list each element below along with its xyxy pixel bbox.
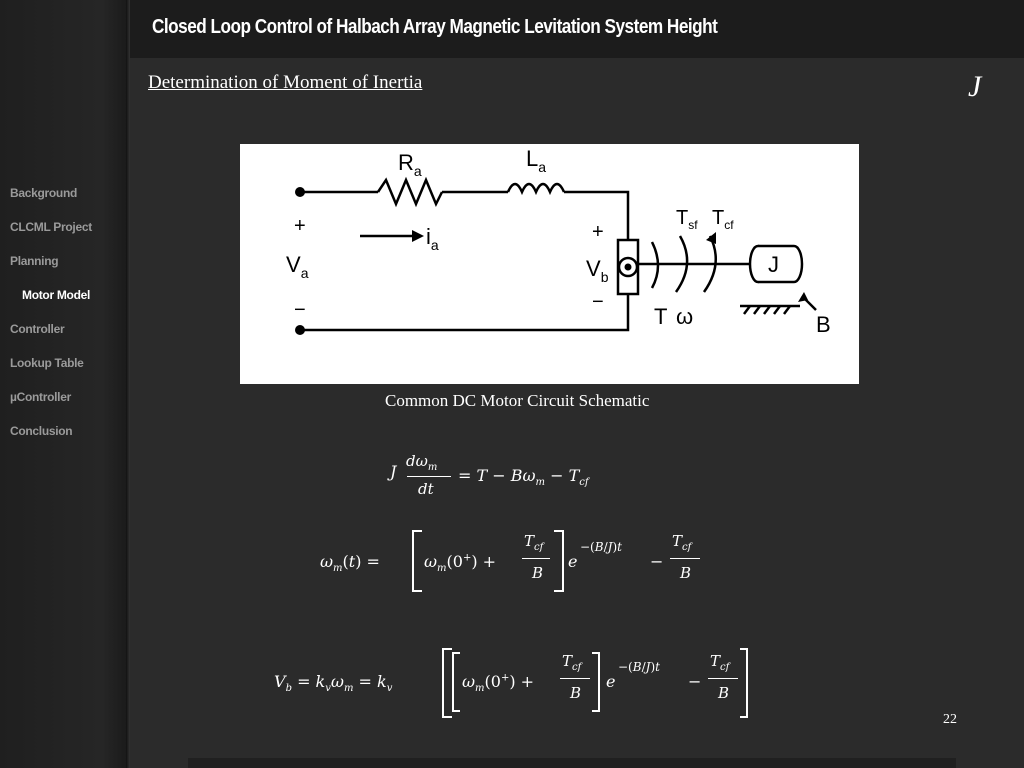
- source-voltage-label: $V_a$: [286, 252, 309, 281]
- inertia-symbol: J: [968, 70, 982, 103]
- nav-item-conclusion[interactable]: Conclusion: [10, 424, 73, 438]
- nav-item-microcontroller[interactable]: µController: [10, 390, 71, 404]
- back-emf-minus: −: [592, 291, 604, 313]
- torque-cf-label: $T_{cf}$: [712, 207, 734, 232]
- torque-label: T: [654, 304, 668, 329]
- current-arrowhead: [412, 230, 424, 242]
- inductor-symbol: [508, 184, 564, 192]
- inductor-label: $L_a$: [526, 146, 547, 175]
- bottom-bar: [188, 758, 956, 768]
- torque-arrowhead: [706, 232, 716, 244]
- source-minus: −: [294, 299, 306, 321]
- resistor-symbol: [378, 180, 442, 204]
- sidebar-edge: [126, 0, 130, 768]
- nav-item-motor-model[interactable]: Motor Model: [22, 288, 91, 302]
- nav-item-controller[interactable]: Controller: [10, 322, 65, 336]
- schematic-caption: Common DC Motor Circuit Schematic: [385, 391, 650, 410]
- inertia-label: J: [768, 252, 779, 277]
- slide-title: Closed Loop Control of Halbach Array Magnetic Levitation System Height: [152, 16, 718, 38]
- back-emf-label: $V_b$: [586, 256, 609, 285]
- current-label: $i_a$: [426, 224, 439, 253]
- nav-item-clcml-project[interactable]: CLCML Project: [10, 220, 92, 234]
- torque-sf-label: $T_{sf}$: [676, 207, 698, 232]
- back-emf-plus: +: [592, 221, 604, 243]
- nav-item-background[interactable]: Background: [10, 186, 78, 200]
- bottom-wire: [300, 292, 628, 330]
- load-cylinder-body: [758, 246, 802, 282]
- friction-label: B: [816, 312, 831, 337]
- nav-item-lookup-table[interactable]: Lookup Table: [10, 356, 84, 370]
- sidebar: [0, 0, 128, 768]
- page-number: 22: [943, 712, 957, 727]
- speed-label: ω: [676, 304, 694, 329]
- terminal-top: [295, 187, 305, 197]
- terminal-bottom: [295, 325, 305, 335]
- source-plus: +: [294, 215, 306, 237]
- schematic-diagram: [240, 144, 859, 384]
- resistor-label: $R_a$: [398, 150, 422, 179]
- slide-subtitle: Determination of Moment of Inertia: [148, 72, 423, 93]
- dc-motor-schematic: [240, 144, 859, 384]
- nav-item-planning[interactable]: Planning: [10, 254, 59, 268]
